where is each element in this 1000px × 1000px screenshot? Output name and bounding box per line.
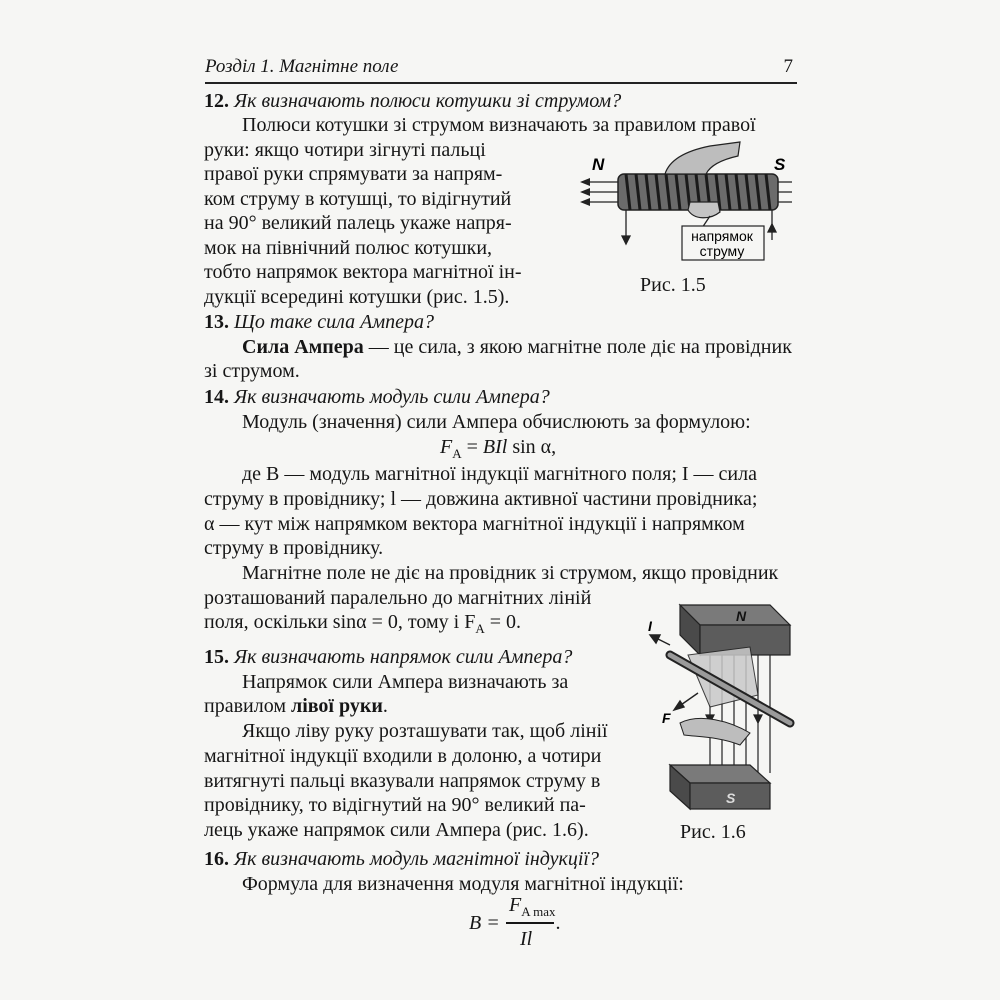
coil-label-line2: струму bbox=[699, 243, 745, 259]
question-14 bbox=[204, 385, 550, 409]
question-text: Як визначають напрямок сили Ампера? bbox=[234, 646, 573, 668]
question-number: 15. bbox=[204, 646, 229, 668]
pole-s-label: S bbox=[774, 155, 786, 174]
paragraph-line: тобто напрямок вектора магнітної ін- bbox=[204, 261, 522, 283]
figure-caption-1-5: Рис. 1.5 bbox=[640, 274, 706, 296]
paragraph-line: правої руки спрямувати за напрям- bbox=[204, 163, 503, 185]
paragraph-line: де B — модуль магнітної індукції магнітного поля; I — сила bbox=[242, 463, 757, 485]
paragraph-line: струму в провіднику. bbox=[204, 537, 384, 559]
paragraph-line: магнітної індукції входили в долоню, а чотири bbox=[204, 745, 602, 767]
formula-numerator: $F_{A max}$ bbox=[509, 894, 556, 919]
question-number: 16. bbox=[204, 848, 229, 870]
question-number: 13. bbox=[204, 311, 229, 333]
pole-s-label: S bbox=[726, 790, 736, 806]
paragraph-line: руки: якщо чотири зігнуті пальці bbox=[204, 139, 486, 161]
definition-line bbox=[242, 335, 792, 359]
question-text: Як визначають модуль магнітної індукції? bbox=[234, 848, 599, 870]
formula-denominator: Il bbox=[520, 928, 533, 950]
question-text: Як визначають модуль сили Ампера? bbox=[234, 386, 550, 408]
paragraph-line: Полюси котушки зі струмом визначають за правилом правої bbox=[242, 114, 756, 136]
question-16 bbox=[204, 847, 599, 871]
paragraph-line: поля, оскільки sinα = 0, тому і $F_A = 0$. bbox=[204, 611, 521, 636]
definition-text: — це сила, з якою магнітне поле діє на провідник bbox=[363, 336, 792, 358]
fraction-bar bbox=[506, 922, 554, 924]
paragraph-line: Магнітне поле не діє на провідник зі струмом, якщо провідник bbox=[242, 562, 779, 584]
question-number: 12. bbox=[204, 90, 229, 112]
question-text: Що таке сила Ампера? bbox=[234, 311, 434, 333]
question-15 bbox=[204, 645, 572, 669]
term-ampere-force: Сила Ампера bbox=[242, 336, 364, 358]
question-13 bbox=[204, 310, 434, 334]
figure-coil-right-hand bbox=[570, 140, 800, 270]
paragraph-line: дукції всередині котушки (рис. 1.5). bbox=[204, 286, 510, 308]
coil-label-line1: напрямок bbox=[691, 228, 753, 244]
paragraph-line: розташований паралельно до магнітних ліній bbox=[204, 587, 592, 609]
ampere-force-formula: $F_A$ = BIl sin α, bbox=[440, 436, 557, 461]
pole-n-label: N bbox=[736, 608, 747, 624]
figure-left-hand-rule bbox=[640, 595, 800, 815]
question-12 bbox=[204, 89, 621, 113]
formula-lhs: B = bbox=[469, 912, 500, 934]
paragraph-line: витягнуті пальці вказували напрямок струму в bbox=[204, 770, 601, 792]
paragraph-line: лець укаже напрямок сили Ампера (рис. 1.6). bbox=[204, 819, 589, 841]
paragraph-line: α — кут між напрямком вектора магнітної індукції і напрямком bbox=[204, 513, 745, 535]
force-label: F bbox=[662, 710, 671, 726]
paragraph-line: зі струмом. bbox=[204, 360, 300, 382]
paragraph-line: мок на північний полюс котушки, bbox=[204, 237, 493, 259]
page-number: 7 bbox=[783, 56, 793, 77]
section-title: Розділ 1. Магнітне поле bbox=[205, 56, 399, 77]
pole-n-label: N bbox=[592, 155, 605, 174]
running-header bbox=[205, 54, 797, 84]
paragraph-line: на 90° великий палець укаже напря- bbox=[204, 212, 512, 234]
paragraph-line: Формула для визначення модуля магнітної індукції: bbox=[242, 873, 684, 895]
left-hand-rule-term: лівої руки bbox=[290, 695, 383, 717]
paragraph-line: Якщо ліву руку розташувати так, щоб лінії bbox=[242, 720, 608, 742]
question-number: 14. bbox=[204, 386, 229, 408]
paragraph-line: ком струму в котушці, то відігнутий bbox=[204, 188, 512, 210]
current-label: I bbox=[648, 618, 652, 634]
paragraph-line: провіднику, то відігнутий на 90° великий па- bbox=[204, 794, 586, 816]
paragraph-line: правилом лівої руки. bbox=[204, 695, 388, 717]
paragraph-line: Напрямок сили Ампера визначають за bbox=[242, 671, 569, 693]
paragraph-line: Модуль (значення) сили Ампера обчислюють за формулою: bbox=[242, 411, 751, 433]
formula-end: . bbox=[556, 912, 561, 934]
paragraph-line: струму в провіднику; l — довжина активної частини провідника; bbox=[204, 488, 758, 510]
question-text: Як визначають полюси котушки зі струмом? bbox=[234, 90, 622, 112]
figure-caption-1-6: Рис. 1.6 bbox=[680, 821, 746, 843]
